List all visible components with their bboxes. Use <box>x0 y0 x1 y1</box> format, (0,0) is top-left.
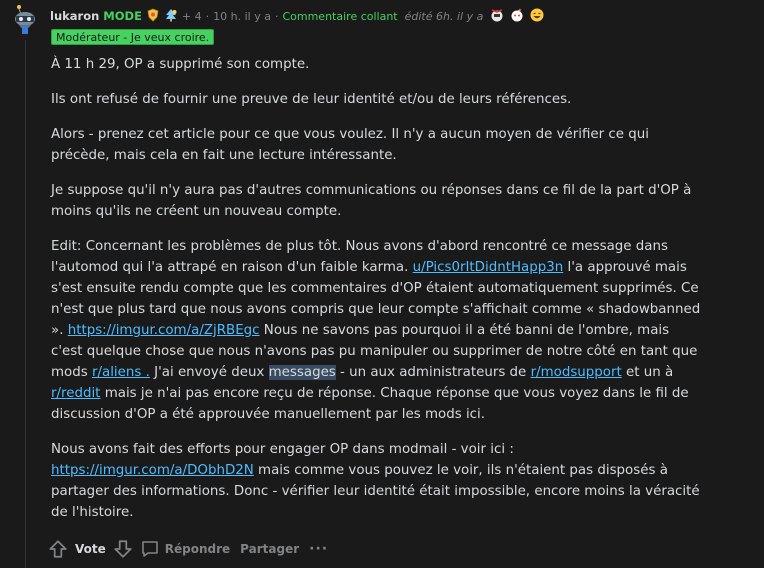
text: mais comme vous pouvez le voir, ils n'étaient pas disposés à partager des informations. Donc - vérifier leur identité était impossible, encore moins la véracité de l'histoire. <box>51 463 700 520</box>
comment-body <box>51 54 701 537</box>
award-robot-icon[interactable] <box>489 7 505 26</box>
upvote-icon <box>47 538 69 560</box>
award-laughing-icon[interactable] <box>529 7 545 26</box>
subreddit-link-modsupport[interactable]: r/modsupport <box>530 365 622 380</box>
paragraph: Je suppose qu'il n'y aura pas d'autres communications ou réponses dans ce fil de la part d'OP à moins qu'ils ne créent un nouveau compte. <box>51 183 692 219</box>
upvote-button[interactable] <box>47 538 69 560</box>
pinned-label: Commentaire collant <box>282 9 398 23</box>
edited-label: édité 6h. il y a <box>404 9 484 23</box>
paragraph: Alors - prenez cet article pour ce que vous voulez. Il n'y a aucun moyen de vérifier ce qui précède, mais cela en fait une lecture intéressante. <box>51 127 649 163</box>
imgur-link[interactable]: https://imgur.com/a/DObhD2N <box>51 463 254 478</box>
subreddit-link-aliens[interactable]: r/aliens . <box>91 365 150 380</box>
avatar[interactable] <box>10 4 40 36</box>
downvote-icon <box>112 538 134 560</box>
vote-count: Vote <box>75 542 106 556</box>
timestamp[interactable]: 10 h. il y a <box>213 9 271 23</box>
text: Edit: Concernant les problèmes de plus tôt. Nous avons d'abord rencontré ce message dans l'automod qui l'a attrapé en raison d'un faible karma. <box>51 239 668 275</box>
share-button[interactable] <box>240 542 299 556</box>
highlighted-word: messages <box>268 365 336 380</box>
paragraph <box>51 439 701 523</box>
separator-dot: · <box>205 9 210 23</box>
separator-dot: · <box>274 9 279 23</box>
text: mais je n'ai pas encore reçu de réponse. Chaque réponse que vous voyez dans le fil de discussion d'OP a été approuvée manuellement par les mods ici. <box>51 386 689 422</box>
award-shield-icon[interactable] <box>146 8 160 25</box>
mod-label: MODE <box>103 9 142 23</box>
subreddit-link-reddit[interactable]: r/reddit <box>51 386 101 401</box>
text: l'a approuvé mais s'est ensuite rendu compte que les commentaires d'OP étaient automatiquement supprimés. Ce n'est que plus tard que nous avons compris que leur compte s'affichait comme « shadowbanned ». <box>51 260 701 338</box>
paragraph: Ils ont refusé de fournir une preuve de leur identité et/ou de leurs références. <box>51 92 572 107</box>
share-label: Partager <box>240 542 300 556</box>
user-link[interactable]: u/Pics0rItDidntHapp3n <box>412 260 564 275</box>
reply-button[interactable] <box>140 539 230 559</box>
user-flair: Modérateur - Je veux croire. <box>51 29 214 45</box>
comment-actions <box>47 538 338 560</box>
text: et un à <box>621 365 674 380</box>
comment-header <box>50 8 545 24</box>
reply-label: Répondre <box>164 542 231 556</box>
more-icon: ··· <box>309 541 329 557</box>
paragraph: À 11 h 29, OP a supprimé son compte. <box>51 57 310 72</box>
text: - un aux administrateurs de <box>335 365 531 380</box>
thread-line[interactable] <box>25 40 26 568</box>
paragraph-edit <box>51 236 701 425</box>
text: J'ai envoyé deux <box>149 365 269 380</box>
text: Nous ne savons pas pourquoi il a été banni de l'ombre, mais c'est quelque chose que nous n'avons pas pu manipuler ou supprimer de notre côté en tant que mods <box>51 323 698 380</box>
username-link[interactable]: lukaron <box>50 9 100 23</box>
comment-bubble-icon <box>140 539 160 559</box>
text: Nous avons fait des efforts pour engager OP dans modmail - voir ici : <box>51 442 514 457</box>
snoo-avatar-icon <box>10 4 40 36</box>
award-tree-icon[interactable] <box>164 8 178 25</box>
downvote-button[interactable] <box>112 538 134 560</box>
award-count[interactable]: + 4 <box>181 9 202 23</box>
more-options-button[interactable] <box>309 541 328 557</box>
award-snoo-icon[interactable] <box>509 7 525 26</box>
imgur-link[interactable]: https://imgur.com/a/ZjRBEgc <box>67 323 260 338</box>
